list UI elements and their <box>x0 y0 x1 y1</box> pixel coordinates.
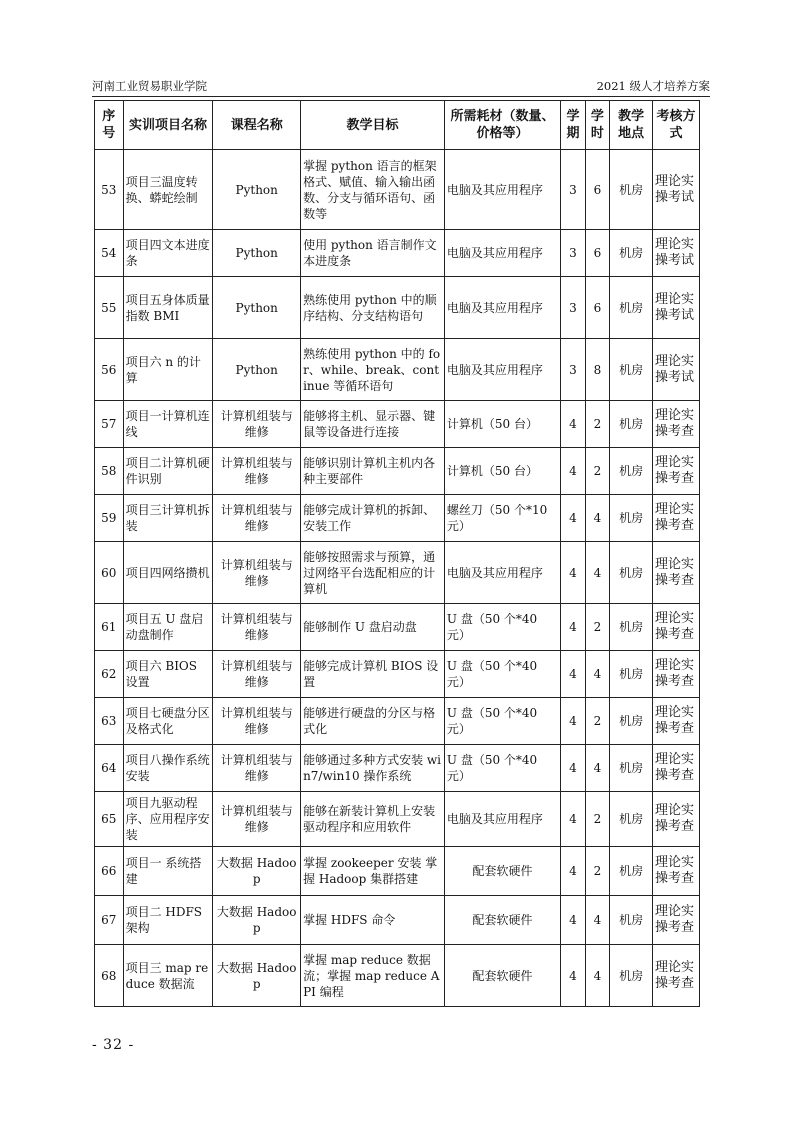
cell-goal: 掌握 HDFS 命令 <box>301 896 445 945</box>
cell-no: 64 <box>95 745 124 792</box>
cell-project: 项目三 map reduce 数据流 <box>123 945 213 1007</box>
cell-materials: U 盘（50 个*40 元） <box>444 651 560 698</box>
cell-project: 项目一 系统搭建 <box>123 847 213 896</box>
col-header-course: 课程名称 <box>213 101 301 150</box>
cell-term: 4 <box>561 698 585 745</box>
cell-hours: 2 <box>585 401 609 448</box>
cell-exam: 理论实操考查 <box>653 542 700 604</box>
cell-goal: 使用 python 语言制作文本进度条 <box>301 230 445 277</box>
cell-materials: 计算机（50 台） <box>444 401 560 448</box>
cell-course: 计算机组装与维修 <box>213 401 301 448</box>
cell-exam: 理论实操考查 <box>653 745 700 792</box>
table-header-row <box>95 101 700 150</box>
cell-term: 3 <box>561 277 585 339</box>
cell-hours: 8 <box>585 339 609 401</box>
cell-materials: 螺丝刀（50 个*10 元） <box>444 495 560 542</box>
cell-course: 大数据 Hadoop <box>213 847 301 896</box>
table-row <box>95 542 700 604</box>
cell-hours: 6 <box>585 150 609 230</box>
cell-hours: 2 <box>585 448 609 495</box>
cell-term: 4 <box>561 604 585 651</box>
table-row <box>95 448 700 495</box>
cell-goal: 熟练使用 python 中的 for、while、break、continue 等循环语句 <box>301 339 445 401</box>
cell-materials: 电脑及其应用程序 <box>444 277 560 339</box>
page-header <box>92 78 710 94</box>
cell-place: 机房 <box>610 277 653 339</box>
cell-term: 4 <box>561 847 585 896</box>
table-row <box>95 698 700 745</box>
cell-term: 4 <box>561 495 585 542</box>
cell-no: 66 <box>95 847 124 896</box>
cell-place: 机房 <box>610 230 653 277</box>
cell-materials: 电脑及其应用程序 <box>444 339 560 401</box>
cell-hours: 4 <box>585 651 609 698</box>
table-row <box>95 604 700 651</box>
cell-goal: 掌握 python 语言的框架格式、赋值、输入输出函数、分支与循环语句、函数等 <box>301 150 445 230</box>
cell-exam: 理论实操考试 <box>653 277 700 339</box>
cell-term: 3 <box>561 230 585 277</box>
cell-no: 65 <box>95 792 124 847</box>
cell-term: 3 <box>561 150 585 230</box>
cell-materials: 配套软硬件 <box>444 945 560 1007</box>
cell-exam: 理论实操考查 <box>653 945 700 1007</box>
col-header-project: 实训项目名称 <box>123 101 213 150</box>
cell-term: 3 <box>561 339 585 401</box>
cell-place: 机房 <box>610 847 653 896</box>
col-header-hours: 学时 <box>585 101 609 150</box>
cell-hours: 2 <box>585 604 609 651</box>
col-header-no: 序号 <box>95 101 124 150</box>
cell-course: 计算机组装与维修 <box>213 792 301 847</box>
cell-course: 计算机组装与维修 <box>213 651 301 698</box>
cell-hours: 6 <box>585 277 609 339</box>
cell-project: 项目四网络攒机 <box>123 542 213 604</box>
cell-project: 项目六 n 的计算 <box>123 339 213 401</box>
cell-place: 机房 <box>610 542 653 604</box>
cell-materials: 配套软硬件 <box>444 847 560 896</box>
header-rule <box>92 96 710 97</box>
cell-goal: 能够进行硬盘的分区与格式化 <box>301 698 445 745</box>
cell-no: 53 <box>95 150 124 230</box>
cell-course: 计算机组装与维修 <box>213 745 301 792</box>
cell-materials: U 盘（50 个*40 元） <box>444 698 560 745</box>
table-row <box>95 277 700 339</box>
cell-exam: 理论实操考试 <box>653 339 700 401</box>
table-row <box>95 945 700 1007</box>
cell-hours: 4 <box>585 542 609 604</box>
table-row <box>95 792 700 847</box>
cell-term: 4 <box>561 896 585 945</box>
col-header-exam: 考核方式 <box>653 101 700 150</box>
cell-place: 机房 <box>610 745 653 792</box>
cell-place: 机房 <box>610 792 653 847</box>
cell-project: 项目二 HDFS 架构 <box>123 896 213 945</box>
institution-name: 河南工业贸易职业学院 <box>92 79 207 93</box>
cell-goal: 能够识别计算机主机内各种主要部件 <box>301 448 445 495</box>
col-header-place: 教学地点 <box>610 101 653 150</box>
cell-exam: 理论实操考查 <box>653 604 700 651</box>
cell-exam: 理论实操考查 <box>653 792 700 847</box>
table-row <box>95 401 700 448</box>
cell-goal: 能够完成计算机 BIOS 设置 <box>301 651 445 698</box>
cell-hours: 4 <box>585 495 609 542</box>
cell-no: 55 <box>95 277 124 339</box>
cell-goal: 能够完成计算机的拆卸、安装工作 <box>301 495 445 542</box>
cell-materials: 电脑及其应用程序 <box>444 150 560 230</box>
cell-place: 机房 <box>610 945 653 1007</box>
cell-course: 计算机组装与维修 <box>213 448 301 495</box>
cell-goal: 能够按照需求与预算，通过网络平台选配相应的计算机 <box>301 542 445 604</box>
cell-hours: 4 <box>585 945 609 1007</box>
cell-no: 68 <box>95 945 124 1007</box>
cell-place: 机房 <box>610 495 653 542</box>
table-row <box>95 847 700 896</box>
cell-term: 4 <box>561 792 585 847</box>
cell-no: 62 <box>95 651 124 698</box>
cell-no: 57 <box>95 401 124 448</box>
cell-hours: 6 <box>585 230 609 277</box>
cell-project: 项目八操作系统安装 <box>123 745 213 792</box>
cell-project: 项目二计算机硬件识别 <box>123 448 213 495</box>
cell-exam: 理论实操考查 <box>653 448 700 495</box>
page-number: - 32 - <box>92 1037 135 1053</box>
cell-place: 机房 <box>610 698 653 745</box>
table-row <box>95 230 700 277</box>
col-header-goal: 教学目标 <box>301 101 445 150</box>
cell-project: 项目三温度转换、蟒蛇绘制 <box>123 150 213 230</box>
cell-hours: 2 <box>585 847 609 896</box>
table-row <box>95 651 700 698</box>
cell-hours: 4 <box>585 896 609 945</box>
cell-materials: 配套软硬件 <box>444 896 560 945</box>
cell-no: 67 <box>95 896 124 945</box>
program-title: 2021 级人才培养方案 <box>596 79 710 93</box>
cell-term: 4 <box>561 651 585 698</box>
cell-project: 项目五 U 盘启动盘制作 <box>123 604 213 651</box>
cell-course: Python <box>213 277 301 339</box>
cell-place: 机房 <box>610 150 653 230</box>
cell-materials: 计算机（50 台） <box>444 448 560 495</box>
col-header-term: 学期 <box>561 101 585 150</box>
table-row <box>95 745 700 792</box>
table-row <box>95 150 700 230</box>
cell-no: 60 <box>95 542 124 604</box>
cell-course: 大数据 Hadoop <box>213 896 301 945</box>
cell-goal: 能够通过多种方式安装 win7/win10 操作系统 <box>301 745 445 792</box>
cell-term: 4 <box>561 945 585 1007</box>
cell-place: 机房 <box>610 896 653 945</box>
cell-no: 59 <box>95 495 124 542</box>
cell-exam: 理论实操考查 <box>653 651 700 698</box>
cell-hours: 2 <box>585 792 609 847</box>
cell-no: 58 <box>95 448 124 495</box>
cell-exam: 理论实操考查 <box>653 495 700 542</box>
cell-project: 项目六 BIOS 设置 <box>123 651 213 698</box>
table-row <box>95 495 700 542</box>
cell-project: 项目七硬盘分区及格式化 <box>123 698 213 745</box>
cell-no: 54 <box>95 230 124 277</box>
cell-course: 计算机组装与维修 <box>213 698 301 745</box>
cell-course: Python <box>213 339 301 401</box>
cell-place: 机房 <box>610 401 653 448</box>
training-project-table <box>94 100 700 1007</box>
cell-goal: 熟练使用 python 中的顺序结构、分支结构语句 <box>301 277 445 339</box>
cell-place: 机房 <box>610 651 653 698</box>
cell-term: 4 <box>561 448 585 495</box>
cell-project: 项目四文本进度条 <box>123 230 213 277</box>
cell-place: 机房 <box>610 339 653 401</box>
cell-course: Python <box>213 230 301 277</box>
cell-exam: 理论实操考查 <box>653 896 700 945</box>
cell-term: 4 <box>561 542 585 604</box>
cell-course: 计算机组装与维修 <box>213 495 301 542</box>
cell-goal: 能够在新装计算机上安装驱动程序和应用软件 <box>301 792 445 847</box>
cell-exam: 理论实操考查 <box>653 401 700 448</box>
cell-exam: 理论实操考查 <box>653 698 700 745</box>
cell-no: 63 <box>95 698 124 745</box>
cell-course: Python <box>213 150 301 230</box>
cell-goal: 掌握 zookeeper 安装 掌握 Hadoop 集群搭建 <box>301 847 445 896</box>
cell-course: 计算机组装与维修 <box>213 542 301 604</box>
cell-course: 计算机组装与维修 <box>213 604 301 651</box>
cell-no: 61 <box>95 604 124 651</box>
cell-place: 机房 <box>610 604 653 651</box>
cell-project: 项目三计算机拆装 <box>123 495 213 542</box>
table-row <box>95 339 700 401</box>
cell-goal: 能够制作 U 盘启动盘 <box>301 604 445 651</box>
cell-term: 4 <box>561 745 585 792</box>
cell-project: 项目五身体质量指数 BMI <box>123 277 213 339</box>
cell-materials: 电脑及其应用程序 <box>444 792 560 847</box>
cell-exam: 理论实操考试 <box>653 150 700 230</box>
cell-no: 56 <box>95 339 124 401</box>
cell-project: 项目一计算机连线 <box>123 401 213 448</box>
cell-materials: U 盘（50 个*40 元） <box>444 604 560 651</box>
cell-hours: 4 <box>585 745 609 792</box>
cell-goal: 能够将主机、显示器、键鼠等设备进行连接 <box>301 401 445 448</box>
cell-course: 大数据 Hadoop <box>213 945 301 1007</box>
cell-goal: 掌握 map reduce 数据流；掌握 map reduce API 编程 <box>301 945 445 1007</box>
cell-hours: 2 <box>585 698 609 745</box>
table-body <box>95 150 700 1007</box>
cell-exam: 理论实操考查 <box>653 847 700 896</box>
table-row <box>95 896 700 945</box>
cell-exam: 理论实操考试 <box>653 230 700 277</box>
cell-materials: 电脑及其应用程序 <box>444 542 560 604</box>
cell-place: 机房 <box>610 448 653 495</box>
cell-term: 4 <box>561 401 585 448</box>
cell-project: 项目九驱动程序、应用程序安装 <box>123 792 213 847</box>
col-header-materials: 所需耗材（数量、价格等） <box>444 101 560 150</box>
cell-materials: U 盘（50 个*40 元） <box>444 745 560 792</box>
cell-materials: 电脑及其应用程序 <box>444 230 560 277</box>
